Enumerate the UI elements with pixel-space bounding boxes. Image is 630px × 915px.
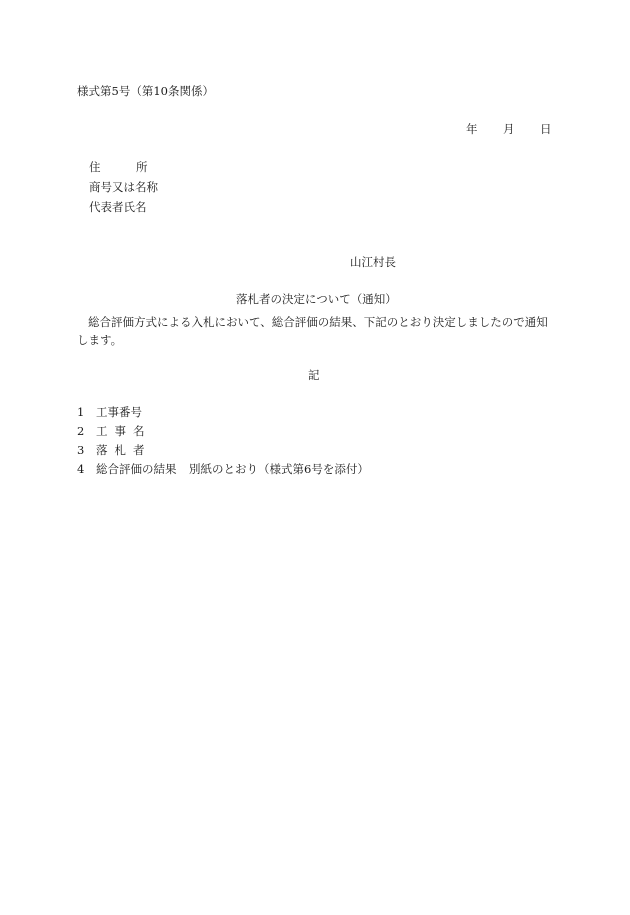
recipient-block: [89, 161, 158, 221]
ki-heading: 記: [308, 368, 320, 382]
body-paragraph: 総合評価方式による入札において、総合評価の結果、下記のとおり決定しましたので通知します。: [77, 315, 548, 347]
item-label: 落札者: [96, 443, 152, 457]
list-item: [77, 425, 369, 444]
item-label: 工事番号: [96, 405, 142, 419]
date-line: [466, 124, 552, 136]
item-list: [77, 406, 369, 482]
item-value: 別紙のとおり（様式第6号を添付）: [189, 462, 369, 476]
item-number: 2: [77, 424, 85, 438]
date-day-label: 日: [540, 122, 552, 136]
list-item: [77, 463, 369, 482]
item-number: 3: [77, 443, 85, 457]
document-subject: 落札者の決定について（通知）: [236, 292, 397, 306]
item-label: 総合評価の結果: [96, 462, 177, 476]
date-year-label: 年: [466, 122, 478, 136]
item-number: 1: [77, 405, 85, 419]
company-name-label: 商号又は名称: [89, 180, 158, 194]
sender-name: 山江村長: [350, 255, 396, 269]
list-item: [77, 406, 369, 425]
item-label: 工事名: [96, 424, 152, 438]
date-month-label: 月: [503, 122, 515, 136]
list-item: [77, 444, 369, 463]
form-number: 様式第5号（第10条関係）: [77, 84, 214, 98]
item-number: 4: [77, 462, 85, 476]
representative-label: 代表者氏名: [89, 200, 147, 214]
address-label: 住 所: [89, 160, 148, 174]
